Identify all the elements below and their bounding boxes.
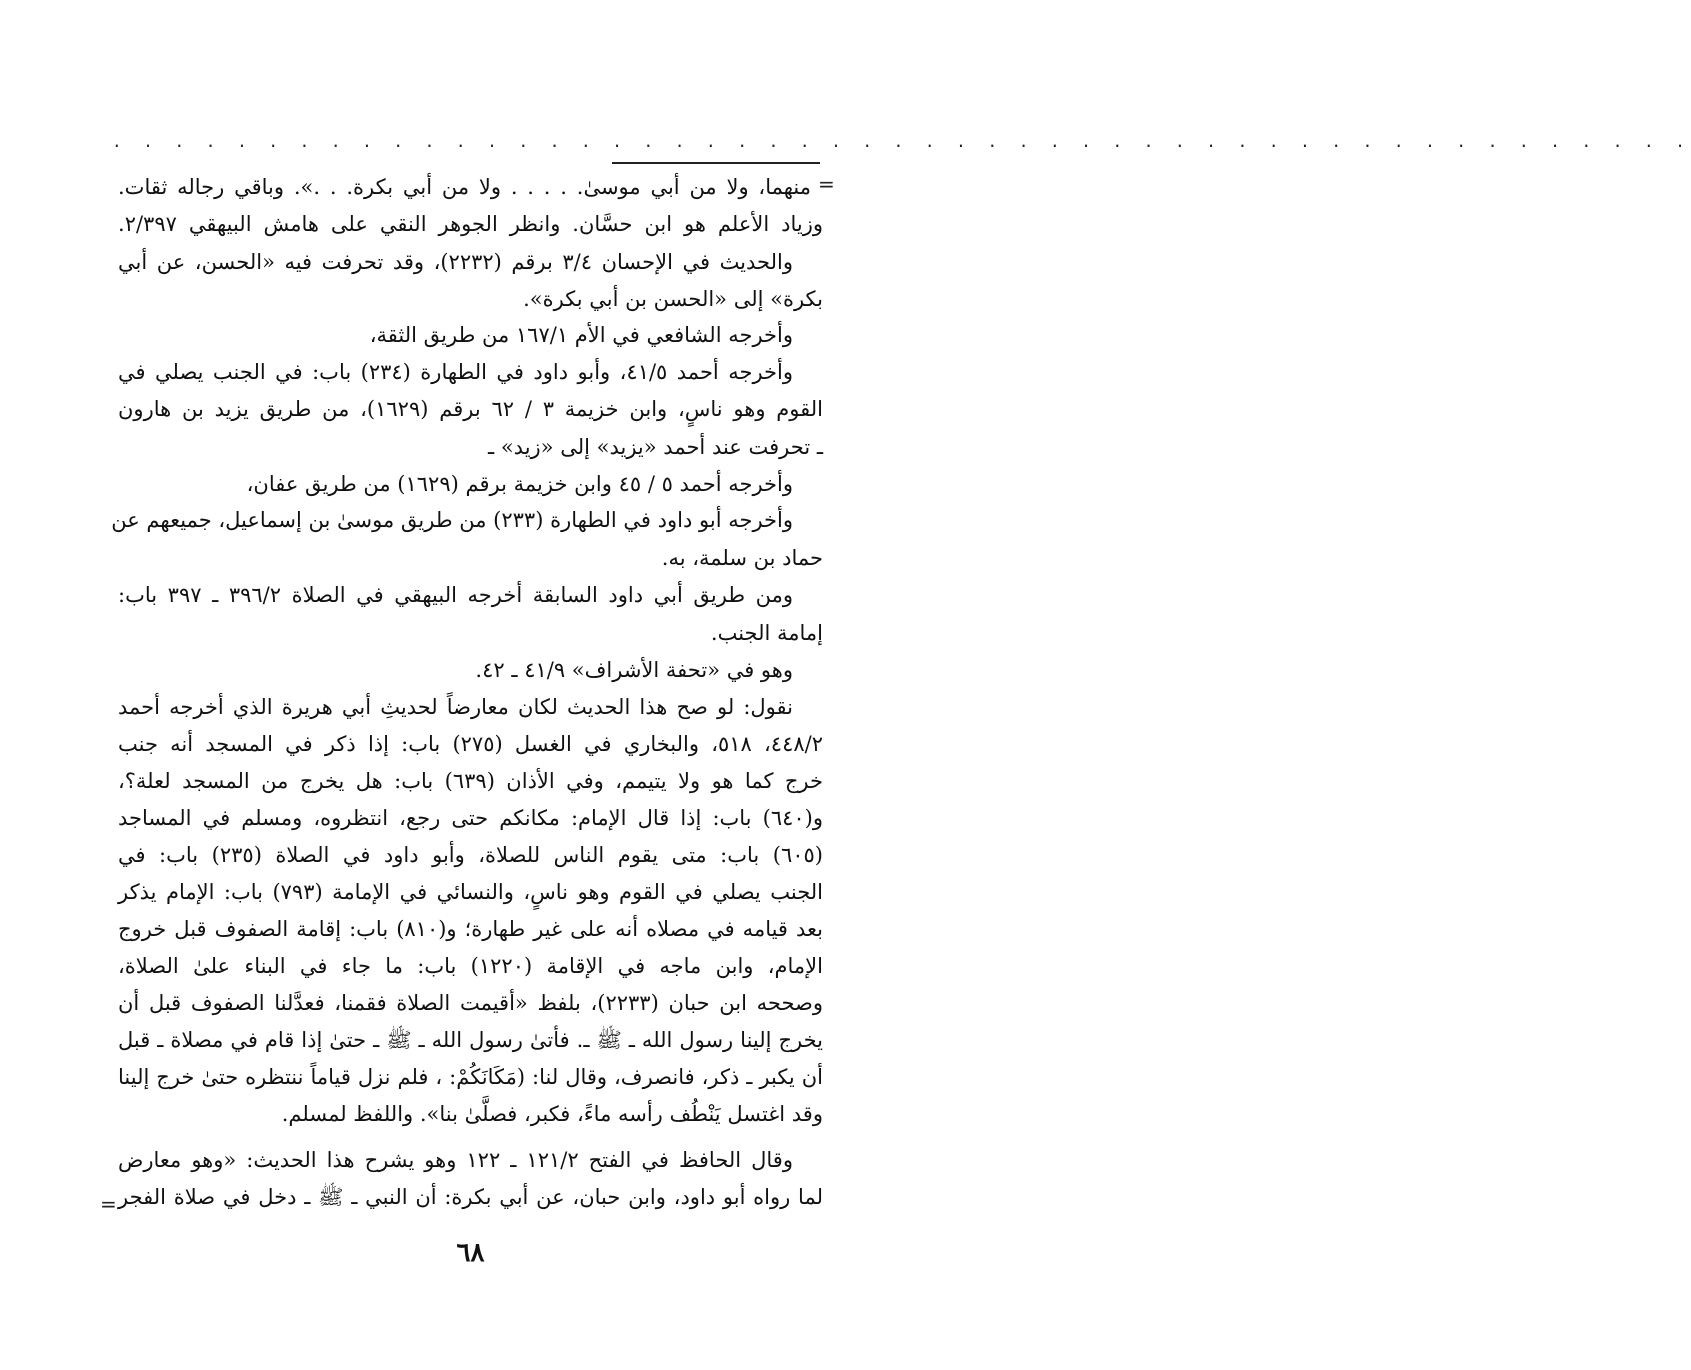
text-line: ـ تحرفت عند أحمد «يزيد» إلى «زيد» ـ bbox=[488, 435, 823, 459]
text-line: وقال الحافظ في الفتح ١٢١/٢ ـ ١٢٢ وهو يشرح هذا الحديث: «وهو معارض bbox=[118, 1148, 793, 1172]
page-number: ٦٨ bbox=[456, 1238, 485, 1268]
text-line: إمامة الجنب. bbox=[710, 621, 823, 645]
continuation-mark-top: = bbox=[818, 172, 835, 196]
text-line: (٦٠٥) باب: متى يقوم الناس للصلاة، وأبو داود في الصلاة (٢٣٥) باب: في bbox=[118, 843, 823, 867]
text-line: بعد قيامه في مصلاه أنه على غير طهارة؛ و(٨١٠) باب: إقامة الصفوف قبل خروج bbox=[118, 917, 823, 941]
continuation-mark-bottom: = bbox=[100, 1192, 117, 1216]
text-line: و(٦٤٠) باب: إذا قال الإمام: مكانكم حتى رجع، انتظروه، ومسلم في المساجد bbox=[118, 806, 823, 830]
text-line: وأخرجه الشافعي في الأم ١٦٧/١ من طريق الثقة، bbox=[369, 323, 793, 347]
text-line: لما رواه أبو داود، وابن حبان، عن أبي بكرة: أن النبي ـ ﷺ ـ دخل في صلاة الفجر bbox=[118, 1185, 823, 1209]
text-line: ومن طريق أبي داود السابقة أخرجه البيهقي في الصلاة ٣٩٦/٢ ـ ٣٩٧ باب: bbox=[118, 583, 793, 607]
text-line: وأخرجه أحمد ٥ / ٤٥ وابن خزيمة برقم (١٦٢٩) من طريق عفان، bbox=[246, 472, 793, 496]
text-line: يخرج إلينا رسول الله ـ ﷺ ـ. فأتىٰ رسول الله ـ ﷺ ـ حتىٰ إذا قام في مصلاة ـ قبل bbox=[118, 1028, 823, 1052]
text-line: وأخرجه أبو داود في الطهارة (٢٣٣) من طريق موسىٰ بن إسماعيل، جميعهم عن bbox=[111, 508, 793, 532]
text-line: بكرة» إلى «الحسن بن أبي بكرة». bbox=[523, 287, 823, 311]
text-line: الإمام، وابن ماجه في الإقامة (١٢٢٠) باب: ما جاء في البناء علىٰ الصلاة، bbox=[118, 954, 823, 978]
text-line: وزياد الأعلم هو ابن حسَّان. وانظر الجوهر النقي على هامش البيهقي ٢/٣٩٧. bbox=[118, 212, 823, 236]
text-line: نقول: لو صح هذا الحديث لكان معارضاً لحديثِ أبي هريرة الذي أخرجه أحمد bbox=[118, 695, 793, 719]
text-line: خرج كما هو ولا يتيمم، وفي الأذان (٦٣٩) باب: هل يخرج من المسجد لعلة؟، bbox=[118, 769, 823, 793]
footnote-separator-dots: . . . . . . . . . . . . . . . . . . . . . . . . . . . . . . . . . . . . . . . . . . . . . . . . . . . bbox=[112, 132, 1691, 151]
text-line: وهو في «تحفة الأشراف» ٤١/٩ ـ ٤٢. bbox=[475, 658, 793, 682]
text-line: وقد اغتسل يَنْطُف رأسه ماءً، فكبر، فصلَّىٰ بنا». واللفظ لمسلم. bbox=[281, 1102, 823, 1126]
text-line: ٤٤٨/٢، ٥١٨، والبخاري في الغسل (٢٧٥) باب: إذا ذكر في المسجد أنه جنب bbox=[118, 732, 823, 756]
footnote-rule bbox=[612, 162, 820, 164]
text-line: الجنب يصلي في القوم وهو ناسٍ، والنسائي في الإمامة (٧٩٣) باب: الإمام يذكر bbox=[118, 880, 823, 904]
text-line: وأخرجه أحمد ٤١/٥، وأبو داود في الطهارة (٢٣٤) باب: في الجنب يصلي في bbox=[118, 360, 793, 384]
text-line: القوم وهو ناسٍ، وابن خزيمة ٣ / ٦٢ برقم (١٦٢٩)، من طريق يزيد بن هارون bbox=[118, 397, 823, 421]
text-line: منهما، ولا من أبي موسىٰ. . . . . ولا من أبي بكرة. . .». وباقي رجاله ثقات. bbox=[118, 175, 811, 199]
text-line: والحديث في الإحسان ٣/٤ برقم (٢٢٣٢)، وقد تحرفت فيه «الحسن، عن أبي bbox=[118, 250, 793, 274]
text-line: وصححه ابن حبان (٢٢٣٣)، بلفظ «أقيمت الصلاة فقمنا، فعدَّلنا الصفوف قبل أن bbox=[118, 991, 823, 1015]
text-line: حماد بن سلمة، به. bbox=[661, 546, 823, 570]
text-line: أن يكبر ـ ذكر، فانصرف، وقال لنا: (مَكَانَكُمْ: ، فلم نزل قياماً ننتظره حتىٰ خرج إلينا bbox=[118, 1065, 823, 1089]
